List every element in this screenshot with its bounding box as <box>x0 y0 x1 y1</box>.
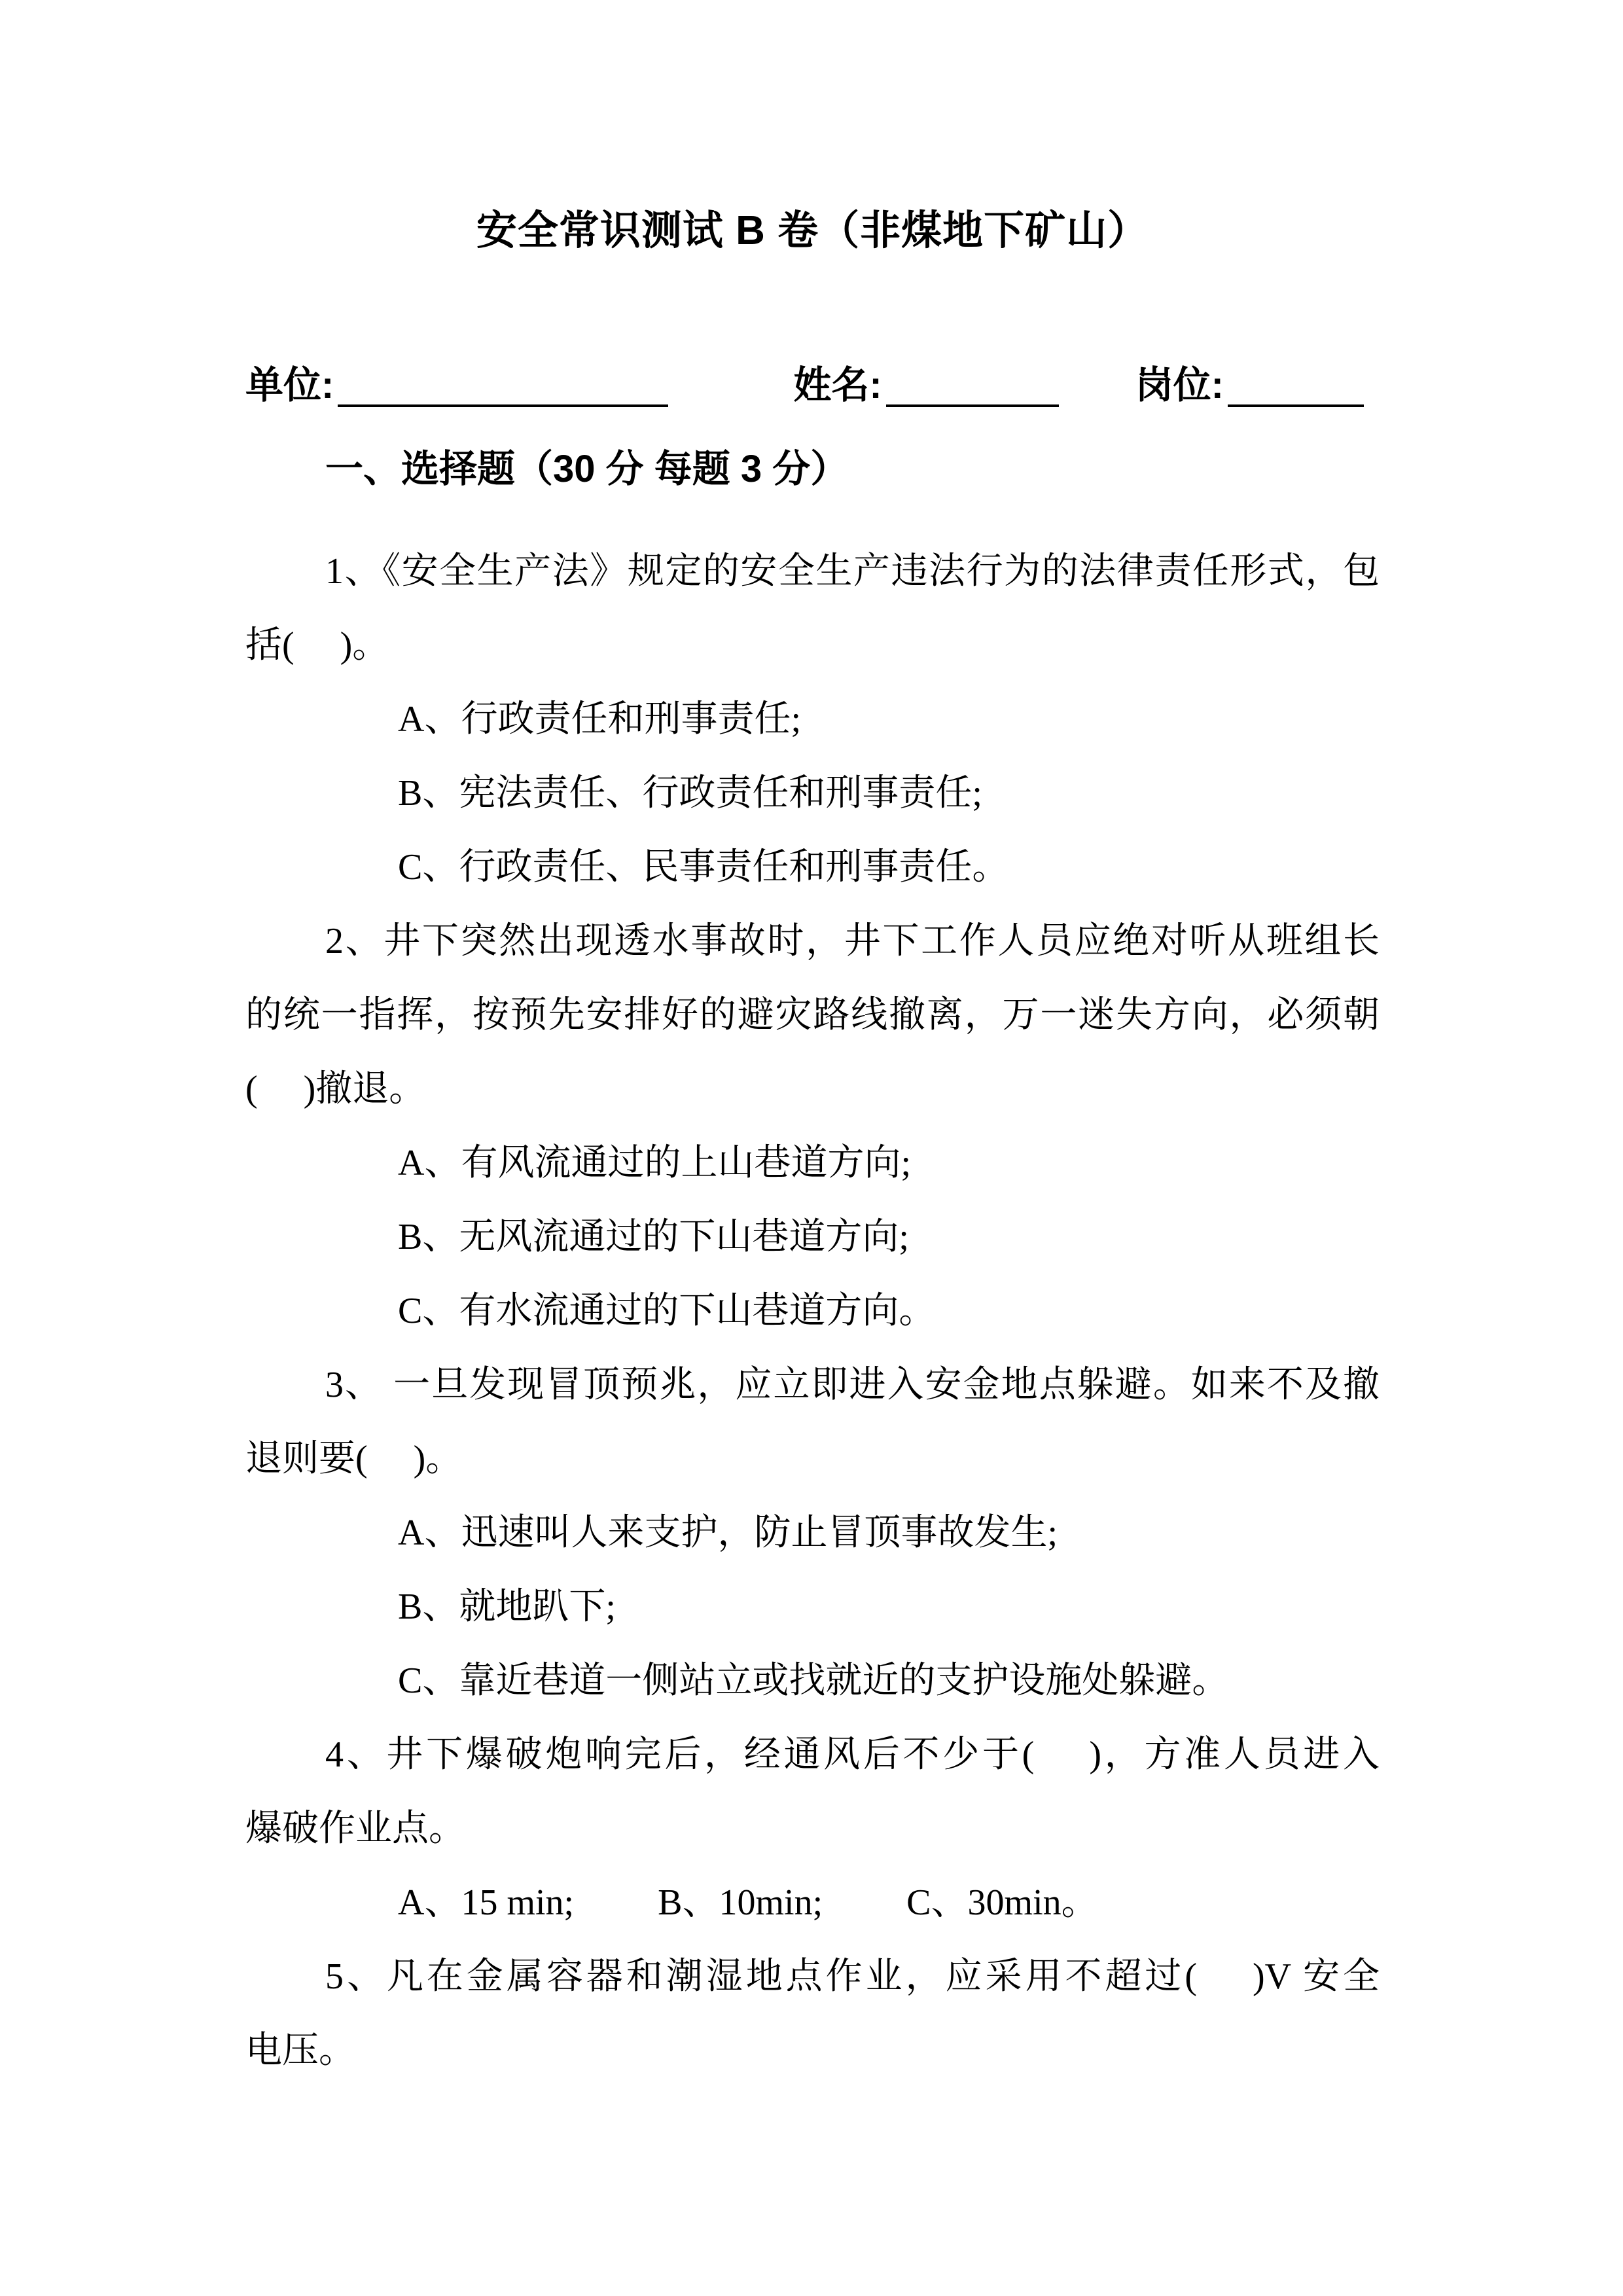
option-item: C、行政责任、民事责任和刑事责任。 <box>398 847 1009 888</box>
post-blank-line <box>1228 367 1364 407</box>
info-row <box>245 359 1380 412</box>
unit-blank-line <box>338 367 668 407</box>
option-item: B、宪法责任、行政责任和刑事责任; <box>398 773 982 814</box>
option-item: A、15 min; <box>398 1882 575 1923</box>
post-field <box>1135 364 1364 406</box>
option-item: C、有水流通过的下山巷道方向。 <box>398 1291 936 1331</box>
option-item: A、有风流通过的上山巷道方向; <box>398 1143 911 1183</box>
option-item: B、10min; <box>658 1882 823 1923</box>
option-item: A、行政责任和刑事责任; <box>398 699 801 740</box>
name-field <box>793 364 1058 406</box>
question-3-stem-line: 退则要( )。 <box>245 1439 463 1479</box>
question-4-stem-line: 4、井下爆破炮响完后，经通风后不少于( )，方准人员进入 <box>325 1734 1380 1775</box>
option-item: B、就地趴下; <box>398 1587 616 1627</box>
name-label: 姓名: <box>793 364 882 406</box>
name-blank-line <box>886 367 1059 407</box>
option-item: C、30min。 <box>906 1882 1098 1923</box>
question-2-stem-line: ( )撤退。 <box>245 1069 426 1109</box>
post-label: 岗位: <box>1135 364 1224 406</box>
page-title: 安全常识测试 B 卷（非煤地下矿山） <box>476 208 1149 253</box>
question-2-stem-line: 的统一指挥，按预先安排好的避灾路线撤离，万一迷失方向，必须朝 <box>245 995 1380 1035</box>
questions-container <box>245 535 1380 2088</box>
question-5-stem-line: 电压。 <box>245 2030 355 2071</box>
option-item: B、无风流通过的下山巷道方向; <box>398 1217 909 1257</box>
question-4-options-row <box>245 1866 1380 1940</box>
option-item: A、迅速叫人来支护，防止冒顶事故发生; <box>398 1513 1058 1553</box>
unit-label: 单位: <box>245 364 334 406</box>
question-2-stem-line: 2、井下突然出现透水事故时，井下工作人员应绝对听从班组长 <box>325 921 1380 961</box>
question-1-stem-line: 1、《安全生产法》规定的安全生产违法行为的法律责任形式，包 <box>325 551 1380 592</box>
question-3-stem-line: 3、 一旦发现冒顶预兆，应立即进入安金地点躲避。如来不及撤 <box>325 1365 1380 1405</box>
section-heading: 一、选择题（30 分 每题 3 分） <box>325 448 849 490</box>
question-4-stem-line: 爆破作业点。 <box>245 1808 465 1849</box>
option-item: C、靠近巷道一侧站立或找就近的支护设施处躲避。 <box>398 1660 1229 1701</box>
unit-field <box>245 364 668 406</box>
question-5-stem-line: 5、凡在金属容器和潮湿地点作业，应采用不超过( )V 安全 <box>325 1956 1380 1997</box>
question-1-stem-line: 括( )。 <box>245 625 389 666</box>
